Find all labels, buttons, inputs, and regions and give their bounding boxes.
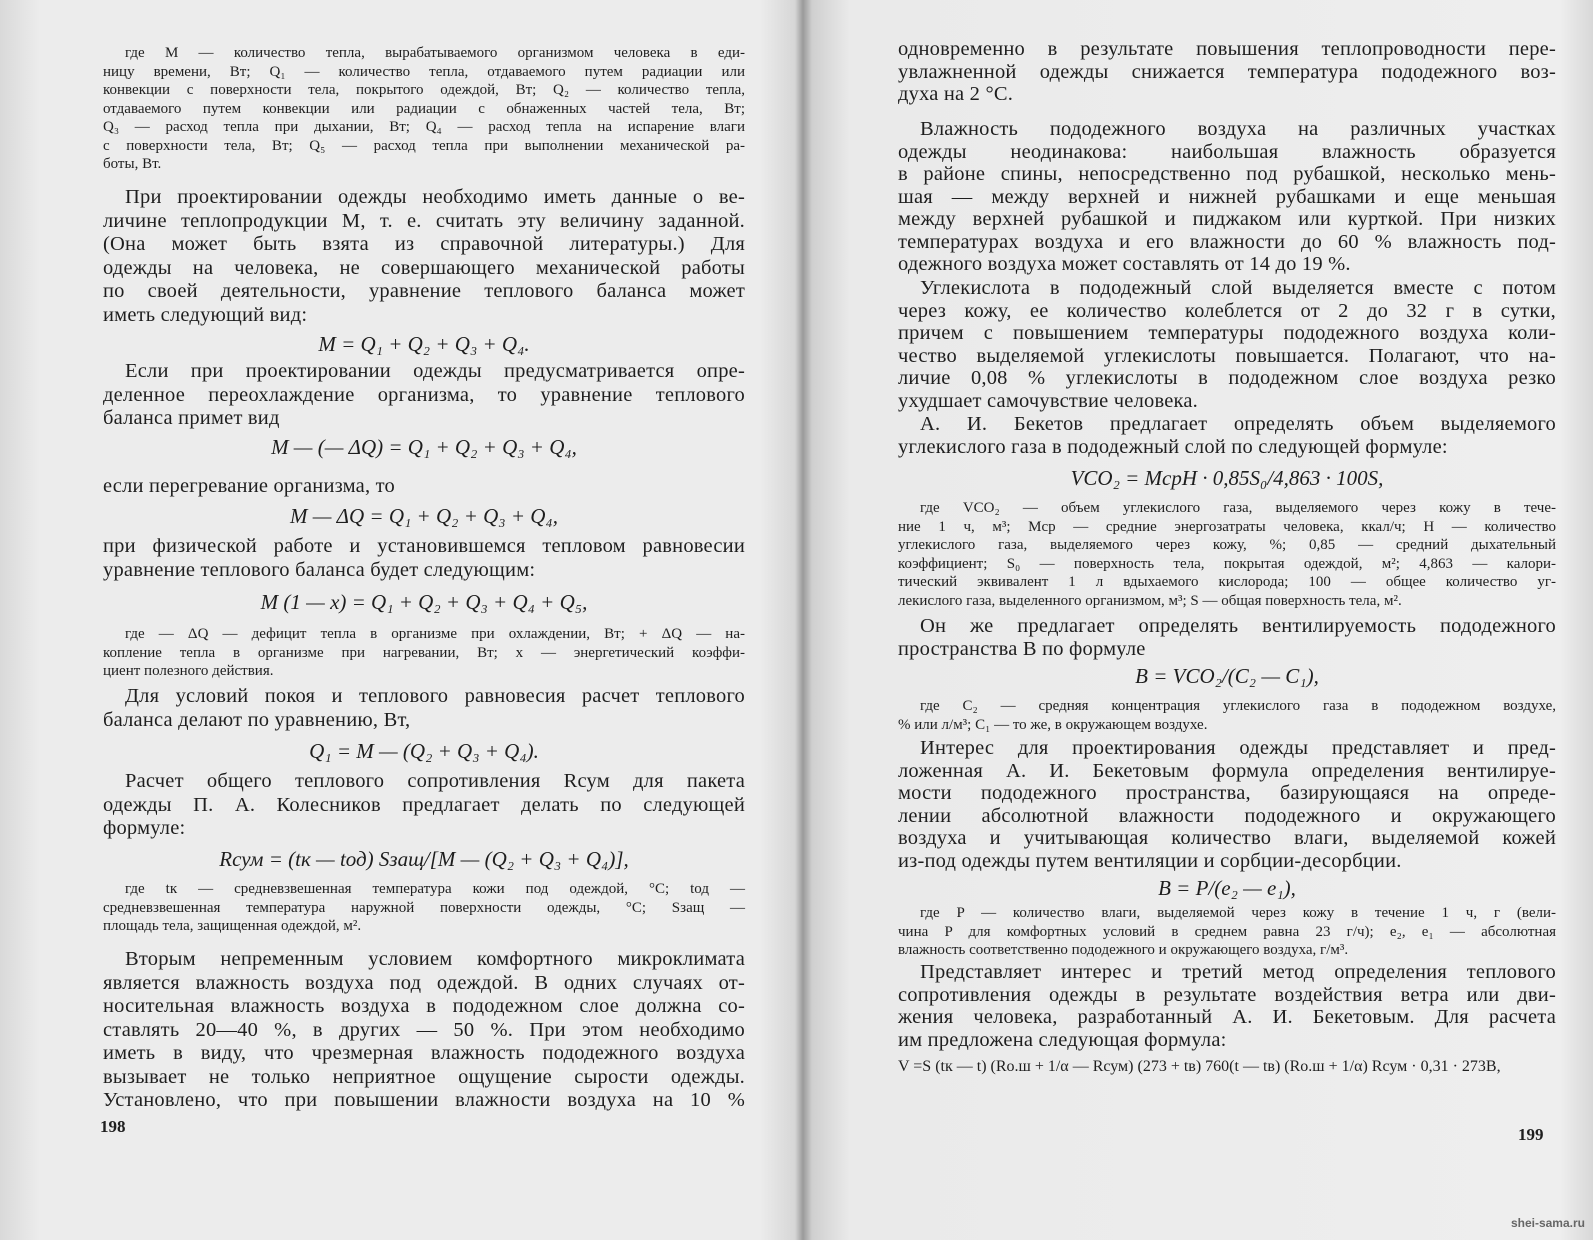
formula: Q₁ = M — (Q₂ + Q₃ + Q₄). [309, 739, 539, 763]
text-line: формуле: [103, 817, 186, 839]
footnote-paragraph [898, 904, 1556, 960]
text-line: шая — между верхней и нижней рубашками и еще меньшая [898, 185, 1556, 208]
text-line: циент полезного действия. [103, 663, 274, 679]
formula: M (1 — x) = Q₁ + Q₂ + Q₃ + Q₄ + Q₅, [260, 590, 588, 614]
text-line: ницу времени, Вт; Q₁ — количество тепла, отдаваемого путем радиации или [103, 63, 745, 80]
text-line: (Она может быть взята из справочной литературы.) Для [103, 233, 745, 255]
text-line: коэффициент; S₀ — поверхность тела, покрытая одеждой, м²; 4,863 — калори- [898, 555, 1556, 572]
text-line: пространства B по формуле [898, 637, 1146, 660]
text-line: между верхней рубашкой и пиджаком или курткой. При низких [898, 208, 1556, 230]
text-line: при физической работе и установившемся тепловом равновесии [103, 535, 745, 557]
text-line: Интерес для проектирования одежды представляет и пред- [920, 737, 1556, 759]
text-line: влажность соответственно пододежного и окружающего воздуха, г/м³. [898, 942, 1349, 958]
text-line: лекислого газа, выделенного организмом, м³; S — общая поверхность тела, м². [898, 592, 1402, 609]
paragraph [103, 186, 745, 327]
paragraph [103, 685, 745, 732]
text-line: конвекции с поверхности тела, покрытого одеждой, Вт; Q₂ — количество тепла, [103, 82, 745, 98]
text-line: жения человека, разработанный А. И. Бекетовым. Для расчета [898, 1006, 1556, 1028]
formula: M = Q₁ + Q₂ + Q₃ + Q₄. [318, 332, 530, 356]
formula: Rсум = (tк — tод) Sзащ/[M — (Q₂ + Q₃ + Q₄)], [219, 847, 629, 871]
numerator: S (tк — t) (Rо.ш + 1/α — Rсум) (273 + tв) 760 [922, 1058, 1230, 1075]
formula: M — (— ΔQ) = Q₁ + Q₂ + Q₃ + Q₄, [271, 435, 577, 459]
paragraph [898, 737, 1556, 872]
text-line: с поверхности тела, Вт; Q₅ — расход тепла при выполнении механической ра- [103, 137, 745, 154]
paragraph [103, 948, 745, 1113]
footnote-paragraph [103, 44, 745, 174]
text-line: иметь следующий вид: [103, 303, 308, 326]
text-line: одновременно в результате повышения теплопроводности пере- [898, 38, 1556, 60]
formula-suffix: , [1496, 1058, 1501, 1075]
text-line: углекислого газа, выделяемого через кожу, %; 0,85 — средний дыхательный [898, 537, 1556, 553]
text-line: по своей деятельности, уравнение теплового баланса может [103, 280, 745, 302]
text-line: личие 0,08 % углекислоты в пододежном слое воздуха резко [898, 367, 1556, 389]
text-line: % или л/м³; C₁ — то же, в окружающем воздухе. [898, 716, 1208, 733]
text-line: ложенная А. И. Бекетовым формула определения вентилируе- [898, 759, 1556, 782]
paragraph [103, 535, 745, 582]
text-line: одежного воздуха может составлять от 14 до 19 %. [898, 253, 1351, 275]
text-line: Влажность пододежного воздуха на различных участках [920, 118, 1556, 140]
text-line: ухудшает самочувствие человека. [898, 389, 1198, 412]
text-line: является влажность воздуха под одеждой. В одних случаях от- [103, 971, 745, 994]
text-line: где VCO₂ — объем углекислого газа, выделяемого через кожу в тече- [920, 500, 1556, 516]
text-line: одежды неодинакова: наибольшая влажность образуется [898, 140, 1556, 163]
page-number-right: 199 [1518, 1125, 1544, 1144]
text-line: температурах воздуха и его влажности до 60 % влажность под- [898, 230, 1556, 253]
text-line: Если при проектировании одежды предусматривается опре- [125, 360, 745, 382]
text-line: иметь в виду, что чрезмерная влажность пододежного воздуха [103, 1042, 745, 1064]
text-line: Расчет общего теплового сопротивления Rсум для пакета [125, 770, 745, 792]
text-line: лении абсолютной влажности пододежного и окружающего [898, 804, 1556, 827]
footnote-paragraph [103, 880, 745, 936]
text-line: Q₃ — расход тепла при дыхании, Вт; Q₄ — расход тепла на испарение влаги [103, 119, 745, 135]
text-line: средневзвешенная температура наружной поверхности одежды, °С; Sзащ — [103, 899, 745, 916]
footnote-paragraph [898, 697, 1556, 734]
text-line: Вторым непременным условием комфортного микроклимата [125, 948, 745, 970]
paragraph [898, 118, 1556, 276]
text-line: деленное переохлаждение организма, то уравнение теплового [103, 383, 745, 406]
paragraph [898, 615, 1556, 660]
text-line: чество выделяемой углекислоты повышается. Полагают, что на- [898, 344, 1556, 367]
text-line: им предложена следующая формула: [898, 1028, 1227, 1051]
text-line: углекислого газа в пододежный слой по следующей формуле: [898, 435, 1448, 458]
paragraph [898, 961, 1556, 1051]
text-line: сопротивления одежды в результате воздействия ветра или дви- [898, 983, 1556, 1006]
text-line: баланса делают по уравнению, Вт, [103, 708, 411, 731]
text-line: где — ΔQ — дефицит тепла в организме при охлаждении, Вт; + ΔQ — на- [125, 626, 745, 642]
text-line: вызывает не только неприятное ощущение сырости одежды. [103, 1065, 745, 1088]
formula-prefix: V = [898, 1058, 923, 1075]
text-line: одежды на человека, не совершающего механической работы [103, 256, 745, 279]
text-line: воздуха и учитывающая количество влаги, выделяемой кожей [898, 827, 1556, 849]
paragraph [103, 770, 745, 841]
formula: B = VCO₂/(C₂ — C₁), [1135, 664, 1319, 688]
text-line: из-под одежды путем вентиляции и сорбции-десорбции. [898, 849, 1402, 872]
text-line: в районе спины, непосредственно под рубашкой, несколько мень- [898, 163, 1556, 185]
text-line: Углекислота в пододежный слой выделяется вместе с потом [920, 277, 1556, 299]
text-line: Представляет интерес и третий метод определения теплового [920, 961, 1556, 983]
paragraph [898, 413, 1556, 458]
denominator: (t — tв) (Rо.ш + 1/α) Rсум · 0,31 · 273B [1229, 1058, 1497, 1075]
footnote-paragraph [898, 499, 1556, 610]
paragraph [898, 277, 1556, 412]
text-line: причем с повышением температуры пододежного воздуха коли- [898, 322, 1556, 344]
left-page [103, 0, 745, 1240]
text-line: уравнение теплового баланса будет следующим: [103, 558, 536, 581]
text-line: Для условий покоя и теплового равновесия расчет теплового [125, 685, 745, 707]
text-line: отдаваемого путем конвекции или радиации с обнаженных частей тела, Вт; [103, 100, 745, 117]
text-line: духа на 2 °С. [898, 83, 1014, 105]
formula: B = P/(e₂ — e₁), [1158, 876, 1296, 900]
text-line: Он же предлагает определять вентилируемость пододежного [920, 615, 1556, 637]
fraction-formula [898, 1058, 1556, 1076]
text-line: личине теплопродукции M, т. е. считать эту величину заданной. [103, 209, 745, 232]
text-line: площадь тела, защищенная одеждой, м². [103, 918, 362, 934]
page-number-left: 198 [100, 1117, 126, 1136]
text-line: ние 1 ч, м³; Mср — средние энергозатраты человека, ккал/ч; H — количество [898, 518, 1556, 535]
text-line: если перегревание организма, то [103, 475, 395, 497]
text-line: тический эквивалент 1 л вдыхаемого кислорода; 100 — общее количество уг- [898, 574, 1556, 590]
text-line: одежды П. А. Колесников предлагает делать по следующей [103, 793, 745, 816]
right-page [898, 0, 1556, 1240]
watermark: shei-sama.ru [1510, 1216, 1585, 1230]
text-line: Установлено, что при повышении влажности воздуха на 10 % [103, 1089, 745, 1111]
text-line: боты, Вт. [103, 156, 162, 172]
text-line: где M — количество тепла, вырабатываемого организмом человека в еди- [125, 45, 745, 61]
text-line: чина P для комфортных условий в среднем равна 23 г/ч); e₂, e₁ — абсолютная [898, 923, 1556, 940]
formula: VCO₂ = MсрH · 0,85S₀/4,863 · 100S, [1070, 466, 1384, 490]
text-line: ставлять 20—40 %, в других — 50 %. При этом необходимо [103, 1018, 745, 1041]
paragraph [898, 38, 1556, 106]
text-line: А. И. Бекетов предлагает определять объем выделяемого [920, 413, 1556, 435]
text-line: где P — количество влаги, выделяемой через кожу в течение 1 ч, г (вели- [920, 905, 1556, 921]
text-line: баланса примет вид [103, 407, 280, 429]
text-line: через кожу, ее количество колеблется от 2 до 32 г в сутки, [898, 299, 1556, 322]
text-line: где tк — средневзвешенная температура кожи под одеждой, °С; tод — [125, 881, 745, 897]
paragraph [103, 360, 745, 431]
text-line: носительная влажность воздуха в пододежном слое должна со- [103, 995, 745, 1017]
fraction [922, 1058, 1496, 1075]
formula: M — ΔQ = Q₁ + Q₂ + Q₃ + Q₄, [290, 504, 558, 528]
text-line: увлажненной одежды снижается температура пододежного воз- [898, 60, 1556, 83]
text-line: При проектировании одежды необходимо иметь данные о ве- [125, 186, 745, 208]
text-line: мости пододежного пространства, базирующаяся на опреде- [898, 782, 1556, 804]
footnote-paragraph [103, 625, 745, 681]
text-line: копление тепла в организме при нагревании, Вт; x — энергетический коэффи- [103, 644, 745, 661]
text-line: где C₂ — средняя концентрация углекислого газа в пододежном воздухе, [920, 698, 1556, 714]
paragraph [103, 475, 745, 499]
